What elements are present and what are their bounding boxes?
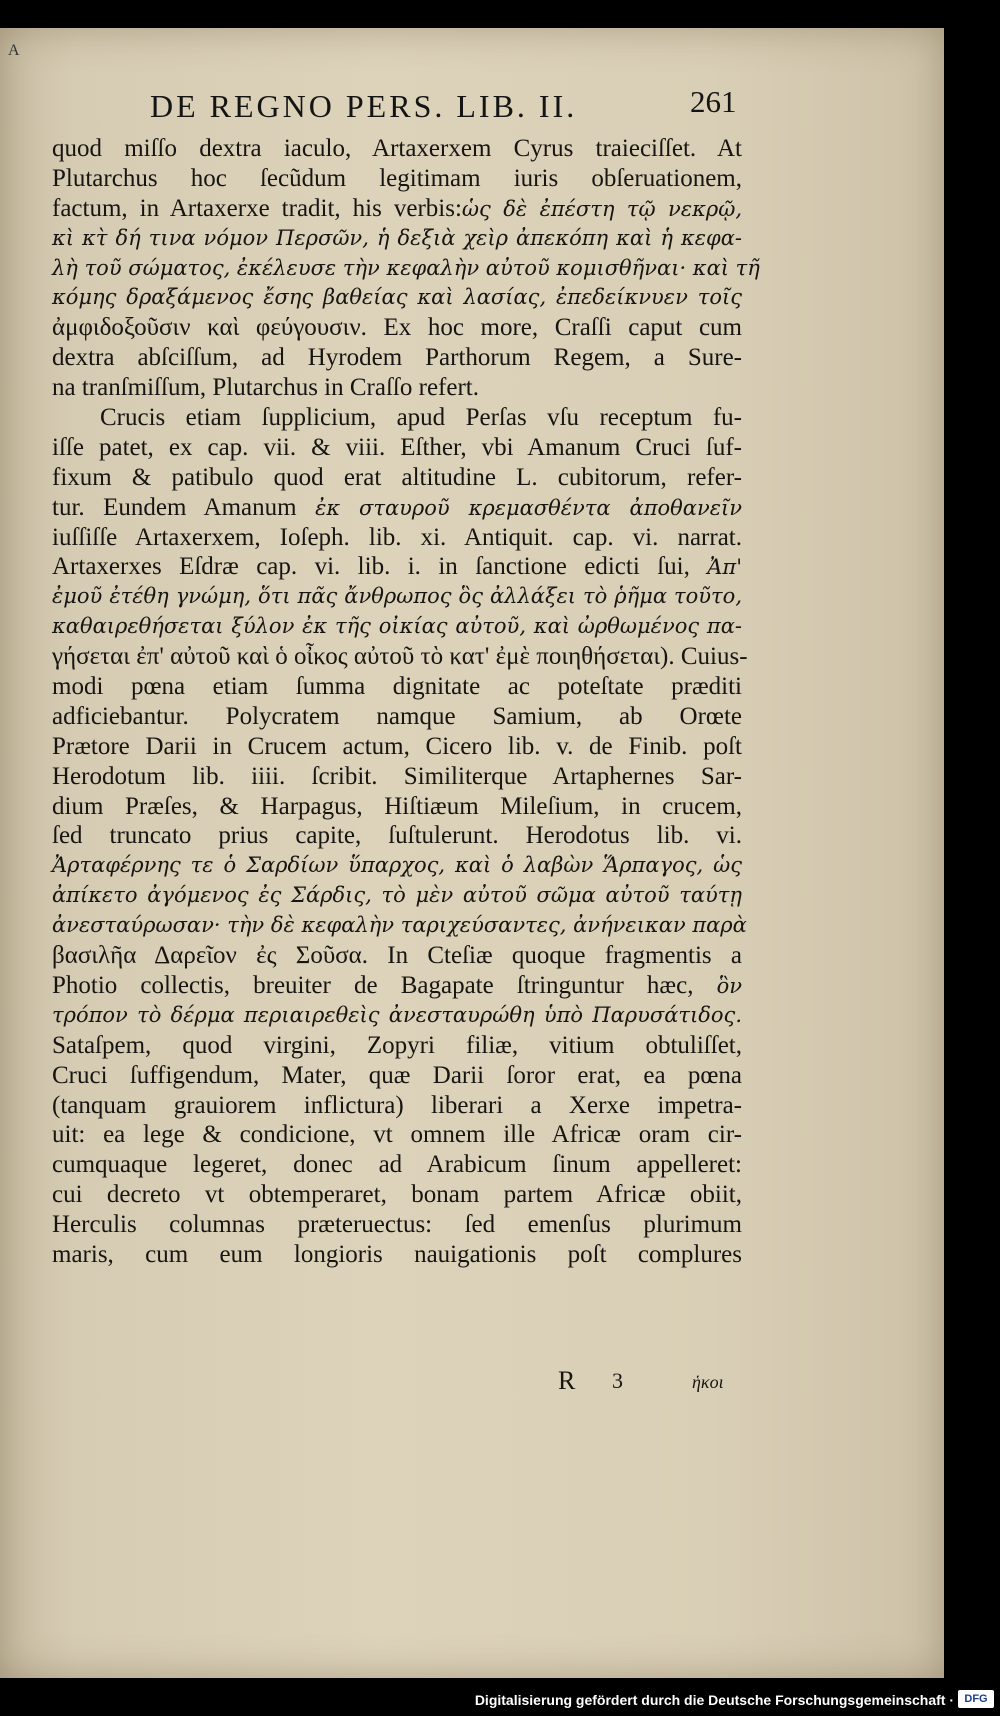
dfg-logo-icon: DFG xyxy=(958,1690,994,1708)
text-line-38: maris, cum eum longioris nauigationis poſt complures xyxy=(52,1240,742,1268)
text-line-37: Herculis columnas præteruectus: ſed emenſus plurimum xyxy=(52,1211,742,1239)
text-line-33: (tanquam grauiorem inflictura) liberari a Xerxe impetra- xyxy=(52,1091,742,1119)
text-line-8: dextra abſciſſum, ad Hyrodem Parthorum Regem, a Sure- xyxy=(52,344,742,372)
text-line-22: Herodotum lib. iiii. ſcribit. Similiterque Artaphernes Sar- xyxy=(52,762,742,790)
text-line-35: cumquaque legeret, donec ad Arabicum ſinum appelleret: xyxy=(52,1151,742,1179)
latin-text: factum, in Artaxerxe tradit, his verbis: xyxy=(52,194,462,222)
page-footer xyxy=(0,1366,944,1406)
text-line-11: iſſe patet, ex cap. vii. & viii. Eſther, vbi Amanum Cruci ſuf- xyxy=(52,433,742,461)
text-block xyxy=(52,134,760,1270)
greek-line-27: ἀνεσταύρωσαν· τὴν δὲ κεφαλὴν ταριχεύσαντες, ἀνήνεικαν παρὰ xyxy=(52,913,747,938)
greek-line-30: τρόπον τὸ δέρμα περιαιρεθεὶς ἀνεσταυρώθη ὑπὸ Παρυσάτιδος. xyxy=(52,1002,742,1027)
greek-line-25: Ἀρταφέρνης τε ὁ Σαρδίων ὕπαρχος, καὶ ὁ λαβὼν Ἅρπαγος, ὡς xyxy=(52,853,742,878)
catchword: ἡκοι xyxy=(692,1372,724,1392)
greek-line-16: ἐμοῦ ἐτέθη γνώμη, ὅτι πᾶς ἄνθρωπος ὃς ἀλλάξει τὸ ῥῆμα τοῦτο, xyxy=(52,584,742,609)
text-line-28: βασιλῆα Δαρεῖον ἐς Σοῦσα. In Cteſiæ quoque fragmentis a xyxy=(52,942,742,970)
greek-line-17: καθαιρεθήσεται ξύλον ἐκ τῆς οἰκίας αὐτοῦ, καὶ ὠρθωμένος πα- xyxy=(52,614,742,639)
text-line-20: adficiebantur. Polycratem namque Samium, ab Orœte xyxy=(52,702,742,730)
text-line-23: dium Præſes, & Harpagus, Hiſtiæum Mileſium, in crucem, xyxy=(52,792,742,820)
signature-mark: R xyxy=(558,1366,576,1395)
greek-inline-text: ὡς δὲ ἐπέστη τῷ νεκρῷ, xyxy=(461,196,743,221)
text-line-2: Plutarchus hoc ſecũdum legitimam iuris obſeruationem, xyxy=(52,164,742,192)
latin-text: Artaxerxes Eſdræ cap. vi. lib. i. in ſanctione edicti ſui, xyxy=(52,553,690,581)
text-line-1: quod miſſo dextra iaculo, Artaxerxem Cyrus traieciſſet. At xyxy=(52,135,742,162)
page-number: 261 xyxy=(690,84,737,119)
text-line-9: na tranſmiſſum, Plutarchus in Craſſo refert. xyxy=(52,374,479,402)
text-line-12: fixum & patibulo quod erat altitudine L. cubitorum, refer- xyxy=(52,463,742,491)
running-head: DE REGNO PERS. LIB. II. xyxy=(150,88,578,124)
text-line-34: uit: ea lege & condicione, vt omnem ille Africæ oram cir- xyxy=(52,1121,742,1149)
greek-line-26: ἀπίκετο ἀγόμενος ἐς Σάρδις, τὸ μὲν αὐτοῦ σῶμα αὐτοῦ ταύτῃ xyxy=(52,883,742,908)
text-line-7: ἀμφιδοξοῦσιν καὶ φεύγουσιν. Ex hoc more, Craſſi caput cum xyxy=(52,314,742,342)
funding-credit: Digitalisierung gefördert durch die Deutsche Forschungsgemeinschaft · xyxy=(474,1692,954,1708)
text-line-18: γήσεται ἐπ' αὐτοῦ καὶ ὁ οἶκος αὐτοῦ τὸ κατ' ἐμὲ ποιηθήσεται). Cuius- xyxy=(52,643,748,671)
latin-text: Photio collectis, breuiter de Bagapate ſtringuntur hæc, xyxy=(52,971,694,999)
greek-inline-text: ἐκ σταυροῦ κρεμασθέντα ἀποθανεῖν xyxy=(315,495,743,520)
text-line-21: Prætore Darii in Crucem actum, Cicero lib. v. de Finib. poſt xyxy=(52,732,742,760)
text-line-31: Sataſpem, quod virgini, Zopyri filiæ, vitium obtuliſſet, xyxy=(52,1031,742,1059)
credit-bar xyxy=(0,1684,1000,1716)
greek-inline-text: ὃν xyxy=(716,973,743,998)
greek-inline-text: Ἀπ' xyxy=(707,555,743,580)
text-line-19: modi pœna etiam ſumma dignitate ac poteſtate præditi xyxy=(52,673,742,701)
paragraph-start-line: Crucis etiam ſupplicium, apud Perſas vſu receptum fu- xyxy=(100,404,742,432)
text-line-3 xyxy=(52,194,742,224)
text-line-14: iuſſiſſe Artaxerxem, Ioſeph. lib. xi. Antiquit. cap. vi. narrat. xyxy=(52,523,742,551)
text-line-32: Cruci ſuffigendum, Mater, quæ Darii ſoror erat, ea pœna xyxy=(52,1061,742,1089)
greek-line-4: κὶ κτ̀ δή τινα νόμον Περσῶν, ἡ δεξιὰ χεὶρ ἀπεκόπη καὶ ἡ κεφα- xyxy=(52,225,742,250)
book-page xyxy=(0,28,944,1678)
corner-mark: A xyxy=(8,42,20,59)
signature-number: 3 xyxy=(612,1368,623,1393)
latin-text: tur. Eundem Amanum xyxy=(52,493,297,521)
greek-line-5: λὴ τοῦ σώματος, ἐκέλευσε τὴν κεφαλὴν αὐτοῦ κομισθῆναι· καὶ τῆ xyxy=(52,255,760,280)
greek-line-6: κόμης δραξάμενος ἔσης βαθείας καὶ λασίας, ἐπεδείκνυεν τοῖς xyxy=(52,285,742,310)
text-line-29 xyxy=(52,971,742,1001)
text-line-24: ſed truncato prius capite, ſuſtulerunt. Herodotus lib. vi. xyxy=(52,822,742,850)
text-line-15 xyxy=(52,552,742,582)
text-line-36: cui decreto vt obtemperaret, bonam partem Africæ obiit, xyxy=(52,1181,742,1209)
text-line-13 xyxy=(52,493,742,523)
